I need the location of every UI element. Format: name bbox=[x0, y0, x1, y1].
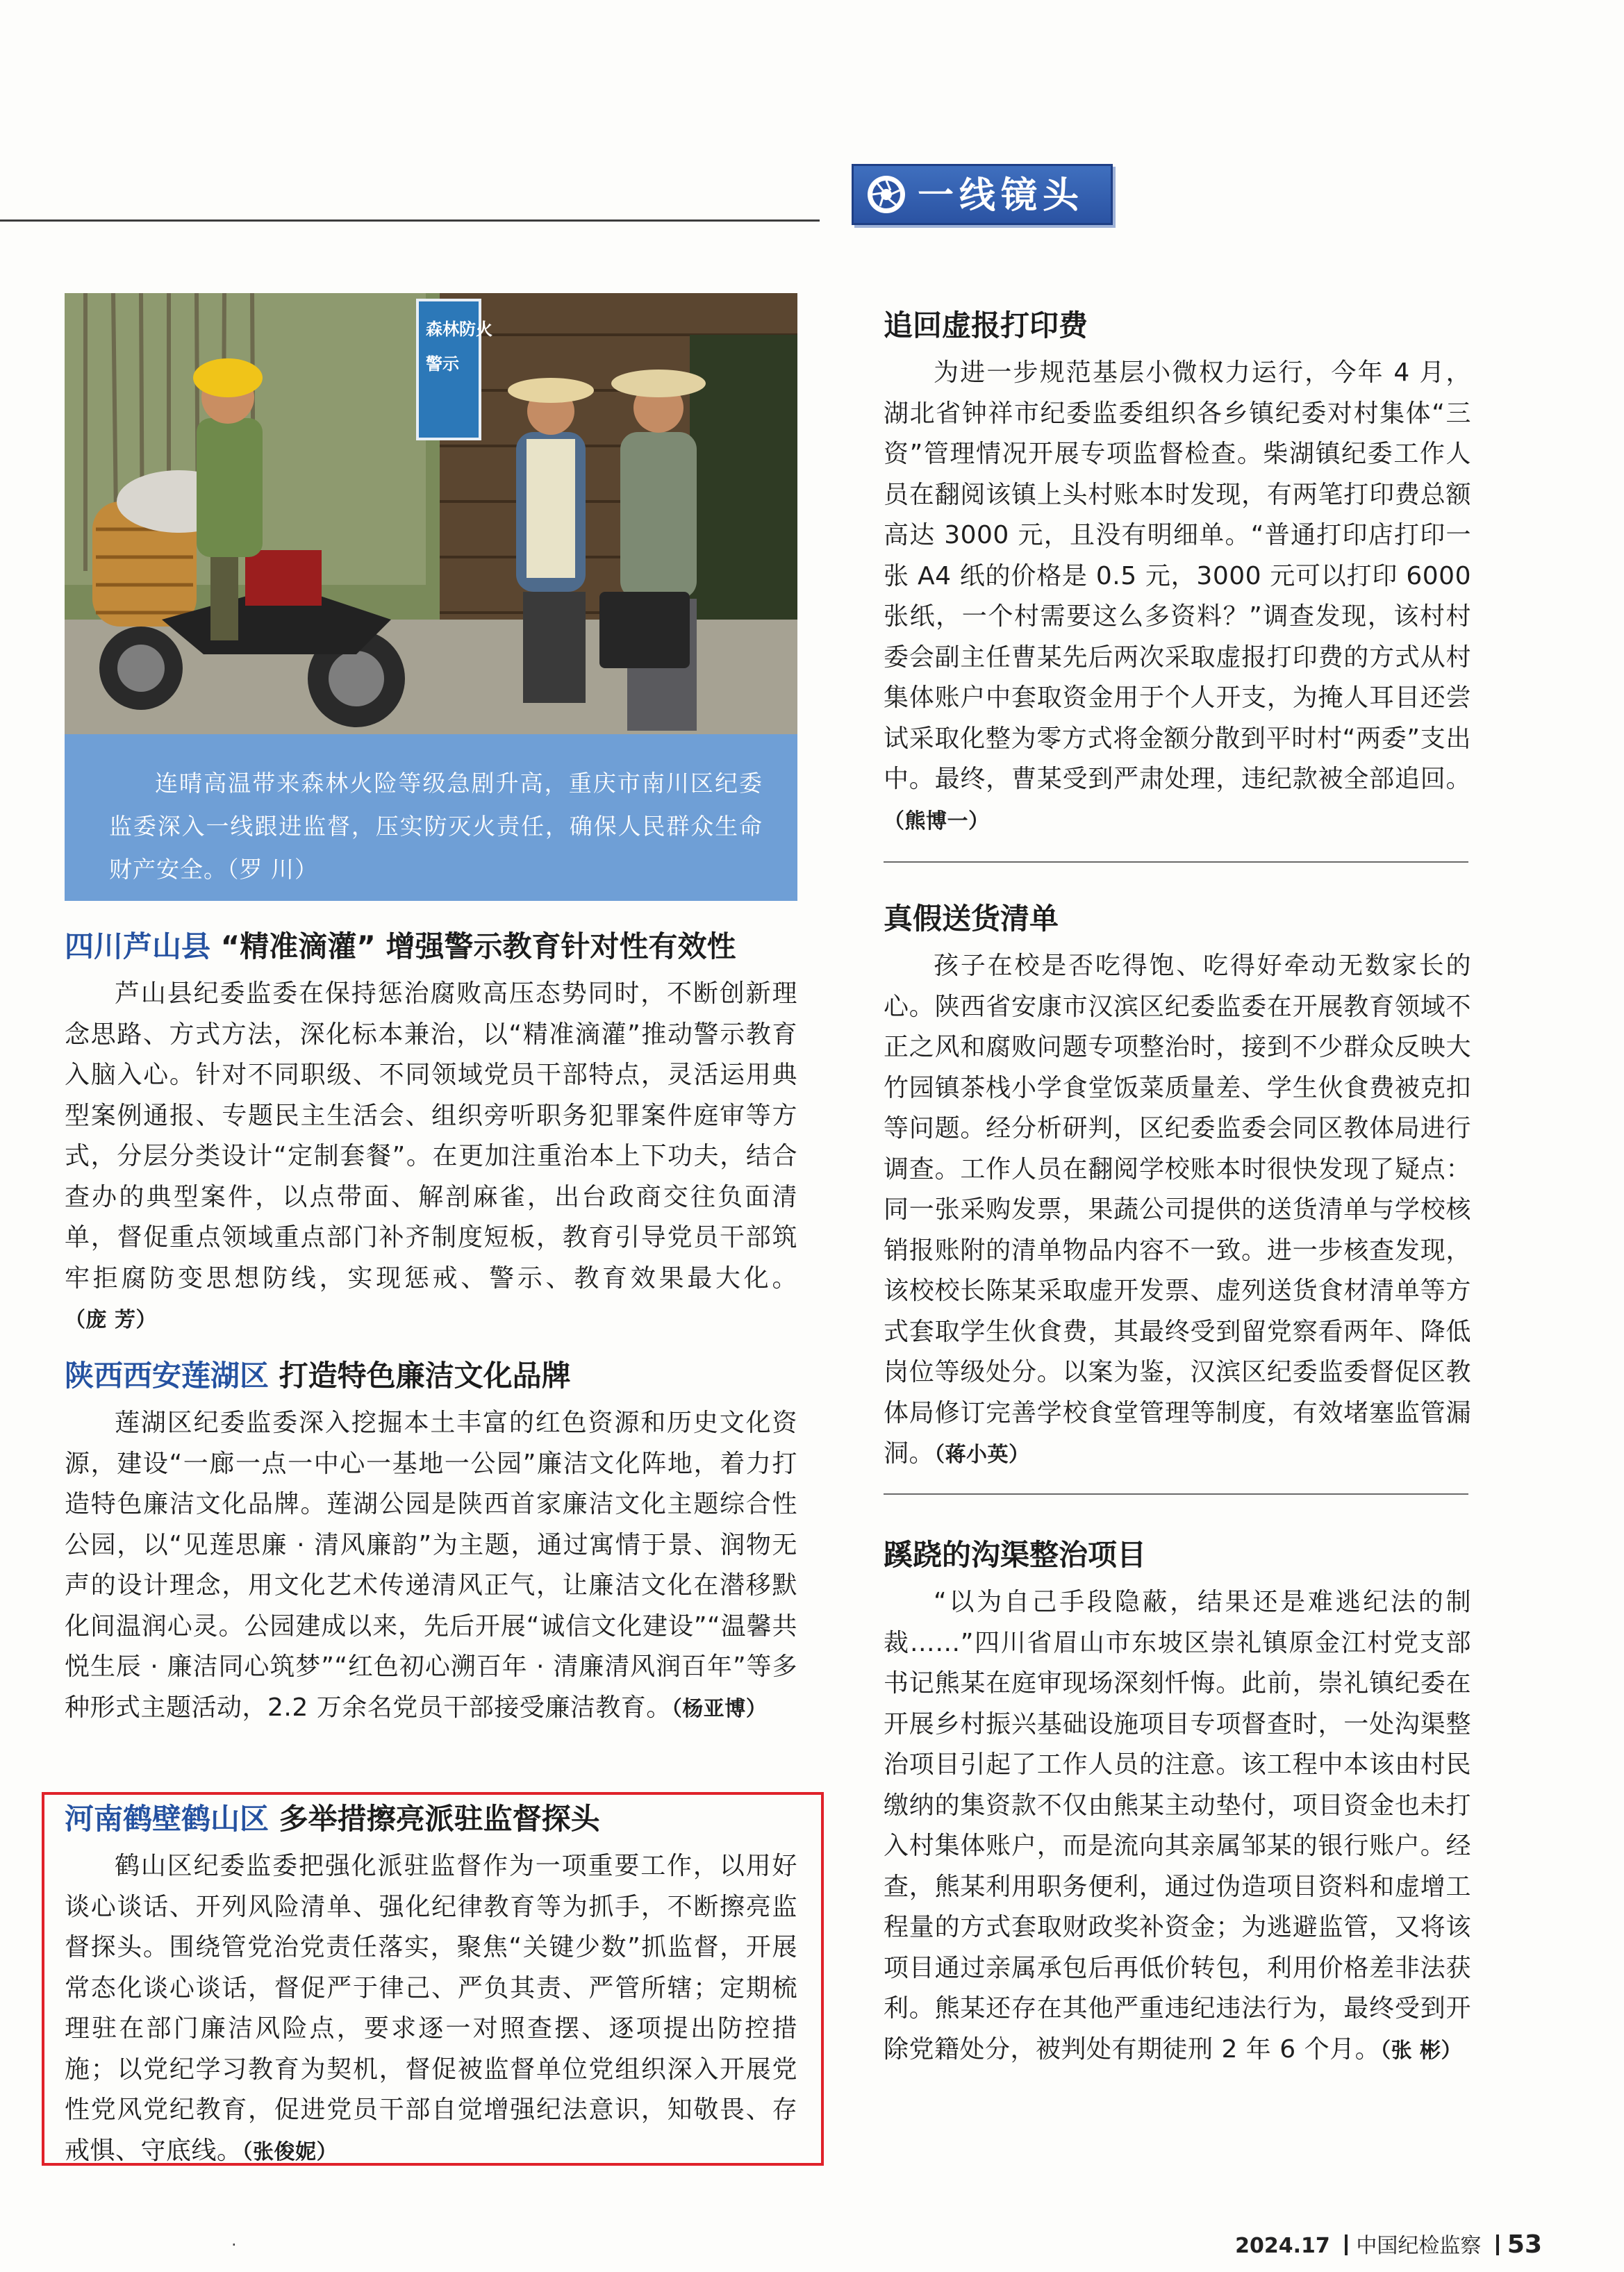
article-lianhu bbox=[65, 1356, 797, 1730]
article-body bbox=[884, 946, 1471, 1476]
article-body-text: 孩子在校是否吃得饱、吃得好牵动无数家长的心。陕西省安康市汉滨区纪委监委在开展教育领域不正之风和腐败问题专项整治时，接到不少群众反映大竹园镇茶栈小学食堂饭菜质量差、学生伙食费被克扣等问题。经分析研判，区纪委监委会同区教体局进行调查。工作人员在翻阅学校账本时很快发现了疑点：同一张采购发票，果蔬公司提供的送货清单与学校核销报账附的清单物品内容不一致。进一步核查发现，该校校长陈某采取虚开发票、虚列送货食材清单等方式套取学生伙食费，其最终受到留党察看两年、降低岗位等级处分。以案为鉴，汉滨区纪委监委督促区教体局修订完善学校食堂管理等制度，有效堵塞监管漏洞。 bbox=[884, 952, 1471, 1468]
article-delivery-list bbox=[884, 899, 1471, 1476]
article-divider bbox=[884, 1493, 1468, 1495]
page-number: 53 bbox=[1507, 2230, 1542, 2259]
article-body bbox=[884, 1582, 1471, 2071]
article-title-rest: “精准滴灌” 增强警示教育针对性有效性 bbox=[220, 929, 736, 963]
article-title-rest: 多举措擦亮派驻监督探头 bbox=[279, 1802, 600, 1836]
photo-caption-text: 连晴高温带来森林火险等级急剧升高，重庆市南川区纪委监委深入一线跟进监督，压实防灭火责任，确保人民群众生命财产安全。（罗 川） bbox=[109, 770, 763, 883]
article-ditch-project bbox=[884, 1535, 1471, 2071]
magazine-name: 中国纪检监察 bbox=[1356, 2234, 1482, 2258]
article-body-text: “以为自己手段隐蔽，结果还是难逃纪法的制裁……”四川省眉山市东坡区崇礼镇原金江村党支部书记熊某在庭审现场深刻忏悔。此前，崇礼镇纪委在开展乡村振兴基础设施项目专项督查时，一处沟渠整治项目引起了工作人员的注意。该工程中本该由村民缴纳的集资款不仅由熊某主动垫付，项目资金也未打入村集体账户，而是流向其亲属邹某的银行账户。经查，熊某利用职务便利，通过伪造项目资料和虚增工程量的方式套取财政奖补资金；为逃避监管，又将该项目通过亲属承包后再低价转包，利用价格差非法获利。熊某还存在其他严重违纪违法行为，最终受到开除党籍处分，被判处有期徒刑 2 年 6 个月。 bbox=[884, 1588, 1471, 2064]
page-footer bbox=[1235, 2231, 1542, 2260]
article-lushan bbox=[65, 927, 797, 1341]
article-title-rest: 打造特色廉洁文化品牌 bbox=[279, 1359, 571, 1393]
article-body bbox=[65, 974, 797, 1341]
article-body bbox=[884, 353, 1471, 842]
section-tag-label: 一线镜头 bbox=[918, 175, 1085, 217]
article-body bbox=[65, 1403, 797, 1730]
article-body-text: 莲湖区纪委监委深入挖掘本土丰富的红色资源和历史文化资源，建设“一廊一点一中心一基地一公园”廉洁文化阵地，着力打造特色廉洁文化品牌。莲湖公园是陕西首家廉洁文化主题综合性公园，以“见莲思廉 · 清风廉韵”为主题，通过寓情于景、润物无声的设计理念，用文化艺术传递清风正气，让廉洁文化在潜移默化间温润心灵。公园建成以来，先后开展“诚信文化建设”“温馨共悦生辰 · 廉洁同心筑梦”“红色初心溯百年 · 清廉清风润百年”等多种形式主题活动，2.2 万余名党员干部接受廉洁教育。 bbox=[65, 1409, 797, 1722]
article-title: 蹊跷的沟渠整治项目 bbox=[884, 1538, 1147, 1572]
article-author: （张俊妮） bbox=[242, 2139, 338, 2164]
article-body-text: 芦山县纪委监委在保持惩治腐败高压态势同时，不断创新理念思路、方式方法，深化标本兼治，以“精准滴灌”推动警示教育入脑入心。针对不同职级、不同领域党员干部特点，灵活运用典型案例通报、专题民主生活会、组织旁听职务犯罪案件庭审等方式，分层分类设计“定制套餐”。在更加注重治本上下功夫，结合查办的典型案件，以点带面、解剖麻雀，出台政商交往负面清单，督促重点领域重点部门补齐制度短板，教育引导党员干部筑牢拒腐防变思想防线，实现惩戒、警示、教育效果最大化。 bbox=[65, 979, 797, 1293]
news-photo bbox=[65, 293, 797, 734]
article-author: （杨亚博） bbox=[671, 1696, 768, 1721]
issue-date: 2024.17 bbox=[1235, 2234, 1330, 2258]
section-tag bbox=[852, 164, 1113, 225]
article-author: （张 彬） bbox=[1380, 2038, 1463, 2063]
article-divider bbox=[884, 861, 1468, 863]
article-author: （蒋小英） bbox=[934, 1443, 1030, 1467]
photo-sign-text-2: 警示 bbox=[426, 354, 459, 374]
camera-shutter-icon bbox=[868, 176, 905, 213]
article-place: 四川芦山县 bbox=[65, 929, 211, 963]
photo-sign-text-1: 森林防火 bbox=[426, 320, 492, 339]
top-rule bbox=[0, 219, 820, 222]
article-title bbox=[65, 927, 797, 967]
article-author: （熊博一） bbox=[884, 809, 990, 834]
stray-mark: · bbox=[231, 2235, 237, 2255]
article-title bbox=[65, 1356, 797, 1396]
photo-caption bbox=[65, 734, 797, 901]
article-place: 河南鹤壁鹤山区 bbox=[65, 1802, 270, 1836]
article-place: 陕西西安莲湖区 bbox=[65, 1359, 270, 1393]
article-body bbox=[65, 1846, 797, 2173]
article-body-text: 鹤山区纪委监委把强化派驻监督作为一项重要工作，以用好谈心谈话、开列风险清单、强化纪律教育等为抓手，不断擦亮监督探头。围绕管党治党责任落实，聚焦“关键少数”抓监督，开展常态化谈心谈话，督促严于律己、严负其责、严管所辖；定期梳理驻在部门廉洁风险点，要求逐一对照查摆、逐项提出防控措施；以党纪学习教育为契机，督促被监督单位党组织深入开展党性党风党纪教育，促进党员干部自觉增强纪法意识，知敬畏、存戒惧、守底线。 bbox=[65, 1852, 797, 2165]
article-title: 追回虚报打印费 bbox=[884, 308, 1088, 342]
footer-separator bbox=[1496, 2234, 1499, 2255]
article-heshan bbox=[65, 1799, 797, 2173]
article-title bbox=[65, 1799, 797, 1839]
article-author: （庞 芳） bbox=[65, 1308, 157, 1332]
article-title: 真假送货清单 bbox=[884, 902, 1059, 936]
footer-separator bbox=[1345, 2234, 1348, 2255]
article-body-text: 为进一步规范基层小微权力运行，今年 4 月，湖北省钟祥市纪委监委组织各乡镇纪委对村集体“三资”管理情况开展专项监督检查。柴湖镇纪委工作人员在翻阅该镇上头村账本时发现，有两笔打印费总额高达 3000 元，且没有明细单。“普通打印店打印一张 A4 纸的价格是 0.5 元，3000 元可以打印 6000 张纸，一个村需要这么多资料？”调查发现，该村村委会副主任曹某先后两次采取虚报打印费的方式从村集体账户中套取资金用于个人开支，为掩人耳目还尝试采取化整为零方式将金额分散到平时村“两委”支出中。最终，曹某受到严肃处理，违纪款被全部追回。 bbox=[884, 358, 1471, 793]
article-print-fee bbox=[884, 306, 1471, 842]
